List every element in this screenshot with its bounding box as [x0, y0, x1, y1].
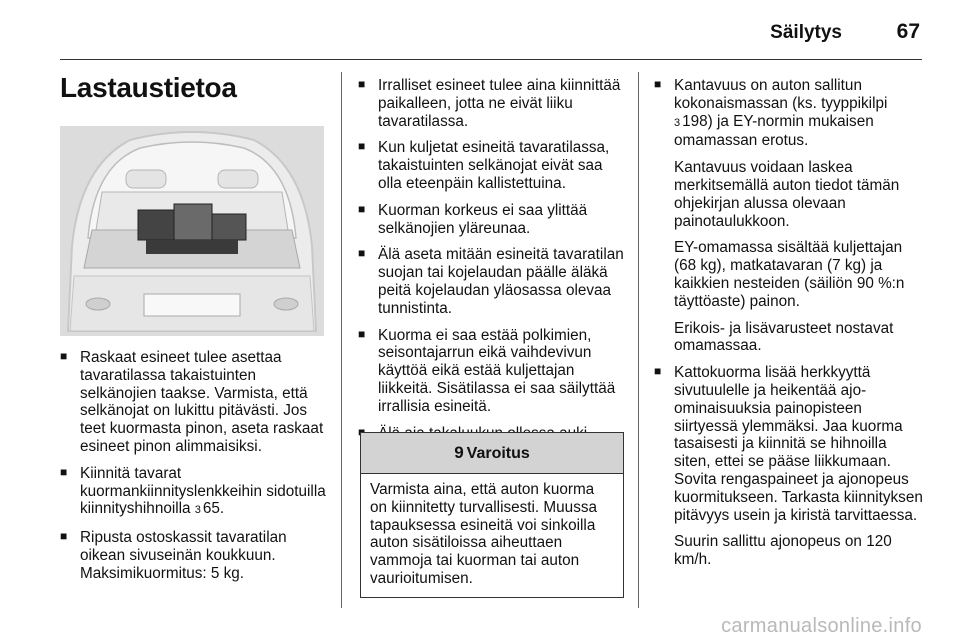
- list-item: ■ Ripusta ostoskassit tavaratilan oikean sivuseinän koukkuun. Maksimikuormitus: 5 kg.: [60, 529, 326, 582]
- cargo-area-illustration: [60, 126, 324, 336]
- site-watermark: carmanualsonline.info: [721, 615, 922, 637]
- reference-arrow-icon: 3: [674, 116, 681, 129]
- list-item: ■ Kuorman korkeus ei saa ylittää selkänojien yläreunaa.: [358, 202, 626, 238]
- column-divider: [341, 72, 342, 608]
- loading-tips-list-1: [60, 349, 326, 592]
- section-title: Säilytys: [770, 22, 842, 43]
- page-reference[interactable]: 3 65.: [194, 500, 225, 518]
- list-item: ■ Kun kuljetat esineitä tavaratilassa, takaistuinten selkänojat eivät saa olla eteenpäin kallistettuina.: [358, 139, 626, 192]
- warning-text: Varmista aina, että auton kuorma on kiinnitetty turvallisesti. Muussa tapauksessa esineitä voi sinkoilla auton sisätiloissa aiheuttaen vammoja tai kuorman tai auton vaurioitumisen.: [370, 481, 597, 587]
- paragraph: ■ Kattokuorma lisää herkkyyttä sivutuulelle ja heikentää ajo-ominaisuuksia painopisteen siirtyessä ylemmäksi. Jaa kuorma tasaisesti ja kiinnitä se hihnoilla siten, ettei se pääse liikkumaan. Sovita rengaspaineet ja ajonopeus kuormitukseen. Tarkasta kiinnityksen pitävyys usein ja kiristä tarvittaessa.: [674, 364, 923, 524]
- column-divider: [638, 72, 639, 608]
- paragraph: Suurin sallittu ajonopeus on 120 km/h.: [674, 533, 892, 569]
- paragraph: EY-omamassa sisältää kuljettajan (68 kg), matkatavaran (7 kg) ja kaikkien nesteiden (säiliön 90 %:n täyttöaste) painon.: [674, 239, 905, 310]
- list-item: ■ Älä aseta mitään esineitä tavaratilan suojan tai kojelaudan päälle äläkä peitä kojelaudan yläosassa olevaa tunnistinta.: [358, 246, 626, 317]
- list-item: ■ Kiinnitä tavarat kuormankiinnityslenkkeihin sidotuilla kiinnityshihnoilla 3 65.: [60, 465, 326, 520]
- list-item: ■ Irralliset esineet tulee aina kiinnittää paikalleen, jotta ne eivät liiku tavaratilassa.: [358, 77, 626, 130]
- warning-box: [360, 432, 624, 598]
- warning-header: [361, 433, 623, 474]
- list-item: ■ Kuorma ei saa estää polkimien, seisontajarrun eikä vaihdevivun käyttöä eikä estää kuljettajan liikkeitä. Sisätilassa ei saa säilyttää irrallisia esineitä.: [358, 327, 626, 416]
- header-rule: [60, 59, 922, 60]
- paragraph: Kantavuus voidaan laskea merkitsemällä auton tiedot tämän ohjekirjan alussa olevaan painotaulukkoon.: [674, 159, 900, 230]
- page-number: 67: [896, 20, 920, 43]
- section-heading: Lastaustietoa: [60, 72, 237, 103]
- page-reference[interactable]: 3 198): [674, 112, 713, 130]
- car-rear-drawing: [60, 126, 324, 336]
- page-header: [60, 14, 922, 50]
- warning-title: Varoitus: [466, 445, 530, 462]
- loading-tips-list-2: [358, 77, 626, 451]
- loading-tips-list-3: [654, 77, 926, 578]
- paragraph: Erikois- ja lisävarusteet nostavat omamassaa.: [674, 319, 894, 355]
- warning-icon: 9: [454, 443, 464, 462]
- list-item: ■ Raskaat esineet tulee asettaa tavaratilassa takaistuinten selkänojien taakse. Varmista, että selkänojat on lukittu pitävästi. Jos teet kuormasta pinon, aseta raskaat esineet pinon alimmaisiksi.: [60, 349, 326, 456]
- list-item: ■ Kantavuus on auton sallitun kokonaismassan (ks. tyyppikilpi 3 198) ja EY-normin mukaisen omamassan erotus. Kantavuus voidaan laskea merkitsemällä auton tiedot tämän ohjekirjan alussa olevaan painotaulukkoon. EY-omamassa sisältää kuljettajan (68 kg), matkatavaran (7 kg) ja kaikkien nesteiden (säiliön 90 %:n täyttöaste) painon. Erikois- ja lisävarusteet nostavat omamassaa.: [654, 77, 926, 355]
- list-item: [654, 364, 926, 569]
- reference-arrow-icon: 3: [194, 504, 201, 517]
